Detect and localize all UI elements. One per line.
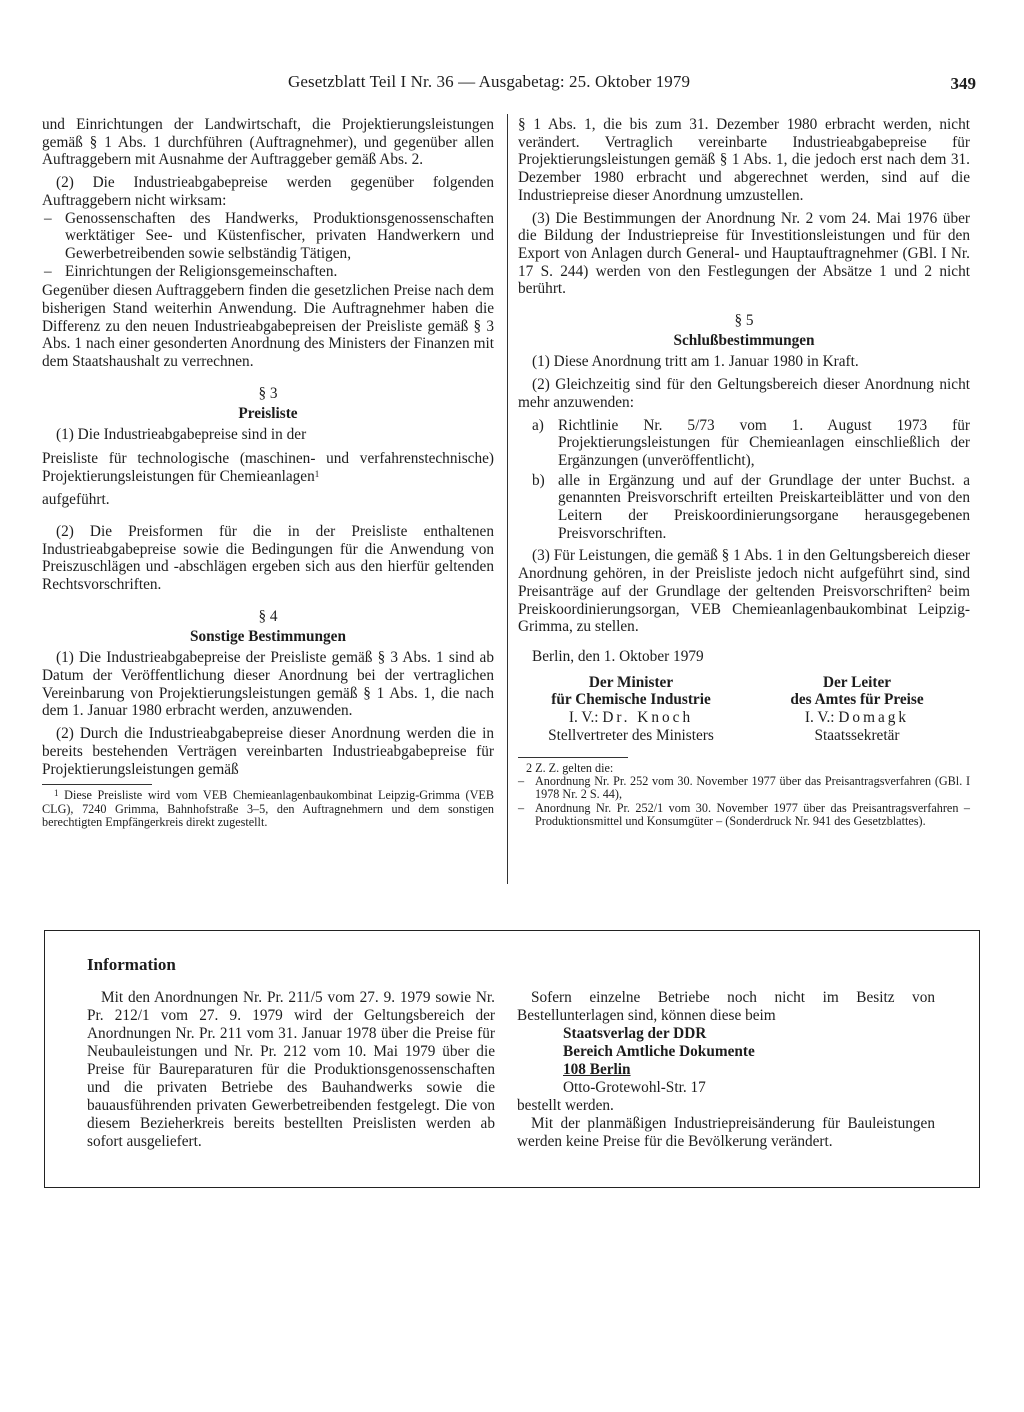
footnote-rule (42, 784, 152, 785)
paragraph: Sofern einzelne Betriebe noch nicht im Besitz von Bestellunterlagen sind, können diese beim (517, 989, 935, 1024)
column-divider (507, 114, 508, 884)
footnote-head: 2 Z. Z. gelten die: (526, 760, 614, 775)
page-header (288, 72, 976, 96)
section-title: Preisliste (238, 404, 298, 422)
paragraph: (1) Diese Anordnung tritt am 1. Januar 1980 in Kraft. (532, 353, 859, 371)
information-left-text (87, 989, 495, 1156)
signature-name-line (744, 709, 970, 727)
publisher-address (517, 1025, 935, 1097)
information-title: Information (87, 955, 176, 974)
signature-name-line (518, 709, 744, 727)
list-marker: b) (532, 471, 545, 489)
signature-block (518, 674, 970, 745)
paragraph: bestellt werden. (517, 1097, 614, 1114)
information-box (44, 930, 980, 1188)
address-line: 108 Berlin (563, 1061, 631, 1078)
section-number: § 4 (258, 607, 278, 625)
paragraph-text: (3) Für Leistungen, die gemäß § 1 Abs. 1 in den Geltungsbereich dieser Anordnung gehören, in der Preisliste jedoch nicht aufgeführt sind, sind Preisanträge auf der Grundlage der geltenden Preisvorschriften (518, 547, 970, 600)
address-line: Staatsverlag der DDR (563, 1025, 707, 1042)
paragraph: (2) Durch die Industrieabgabepreise dieser Anordnung werden die in bereits bestehenden Verträgen vereinbarten Industrieabgabepreise für Projektierungsleistungen gemäß (42, 725, 494, 778)
address-line: Otto-Grotewohl-Str. 17 (563, 1079, 706, 1096)
paragraph: und Einrichtungen der Landwirtschaft, die Projektierungsleistungen gemäß § 1 Abs. 1 durchführen (Auftragnehmer), und gegenüber allen Auftraggebern mit Ausnahme der Auftraggeber gemäß Abs. 2. (42, 116, 494, 169)
left-column (42, 116, 494, 829)
footnote-1 (42, 789, 494, 829)
signature-title: Der Minister (588, 673, 674, 691)
price-list-title: Preisliste für technologische (maschinen- und verfahrenstechnische) Projektierungsleistungen für Chemieanlagen (42, 449, 494, 485)
list-marker: a) (532, 416, 544, 434)
running-title: Gesetzblatt Teil I Nr. 36 — Ausgabetag: 25. Oktober 1979 (288, 72, 691, 91)
right-column (518, 116, 970, 829)
paragraph: (1) Die Industrieabgabepreise der Preisliste gemäß § 3 Abs. 1 sind ab Datum der Veröffentlichung dieser Anordnung bei der vertraglichen Vereinbarung von Projektierungsleistungen gemäß § 1 Abs. 1, die nach dem 1. Januar 1980 erbracht werden, anzuwenden. (42, 649, 494, 720)
paragraph: (3) Die Bestimmungen der Anordnung Nr. 2 vom 24. Mai 1976 über die Bildung der Industriepreise für Investitionsleistungen und für den Export von Anlagen durch General- und Hauptauftragnehmer (GBl. I Nr. 17 S. 244) werden von den Festlegungen der Absätze 1 und 2 nicht berührt. (518, 209, 970, 298)
list-item (518, 472, 970, 543)
footnote-text: Diese Preisliste wird vom VEB Chemieanlagenbaukombinat Leipzig-Grimma (VEB CLG), 7240 Grimma, Bahnhofstraße 3–5, den Auftragnehmern und dem sonstigen berechtigten Empfängerkreis direkt zugestellt. (42, 788, 494, 830)
footnote-ref: 2 (927, 583, 932, 594)
section-number: § 3 (258, 384, 278, 402)
footnote-item: – Anordnung Nr. Pr. 252/1 vom 30. November 1977 über das Preisantragsverfahren – Produktionsmittel und Konsumgüter – (Sonderdruck Nr. 941 des Gesetzblattes). (518, 802, 970, 829)
place-date: Berlin, den 1. Oktober 1979 (532, 647, 704, 665)
signature-iv: I. V.: (568, 709, 599, 727)
list-text: alle in Ergänzung und auf der Grundlage der unter Buchst. a genannten Preisvorschrift erteilten Preiskarteiblätter und von den Leitern der Preiskoordinierungsorgane herausgegebenen Preisvorschriften. (558, 471, 970, 542)
footnote-item: – Anordnung Nr. Pr. 252 vom 30. November 1977 über das Preisantragsverfahren (GBl. I 1978 Nr. 2 S. 44), (518, 775, 970, 802)
dash-list (42, 210, 494, 281)
signatory-name: Dr. Knoch (602, 709, 694, 727)
section-title: Schlußbestimmungen (673, 331, 815, 349)
signature-title: des Amtes für Preise (790, 691, 924, 709)
address-line: Bereich Amtliche Dokumente (563, 1043, 755, 1060)
paragraph: Mit der planmäßigen Industriepreisänderung für Bauleistungen werden keine Preise für die Bevölkerung verändert. (517, 1115, 935, 1150)
list-item: – Genossenschaften des Handwerks, Produktionsgenossenschaften werktätiger See- und Küstenfischer, privaten Handwerkern und Gewerbetreibenden sowie selbständig Tätigen, (42, 210, 494, 263)
paragraph-text: beim Preiskoordinierungsorgan, VEB Chemieanlagenbaukombinat Leipzig-Grimma, zu stellen. (518, 582, 970, 636)
paragraph: Gegenüber diesen Auftraggebern finden die gesetzlichen Preise nach dem bisherigen Stand weiterhin Anwendung. Die Auftragnehmer haben die Differenz zu den neuen Industrieabgabepreisen der Preisliste gemäß § 3 Abs. 1 nach einer gesonderten Anordnung des Ministers der Finanzen mit dem Staatshaushalt zu verrechnen. (42, 282, 494, 371)
page-number: 349 (950, 74, 976, 93)
information-right-text (517, 989, 935, 1151)
list-item (518, 417, 970, 470)
list-item: – Einrichtungen der Religionsgemeinschaften. (42, 263, 494, 281)
signatory-name: Domagk (838, 709, 910, 727)
paragraph: (1) Die Industrieabgabepreise sind in der (56, 426, 307, 444)
signature-title: für Chemische Industrie (551, 691, 711, 709)
paragraph: (2) Die Industrieabgabepreise werden gegenüber folgenden Auftraggebern nicht wirksam: (42, 174, 494, 209)
signature-iv: I. V.: (804, 709, 835, 727)
paragraph: aufgeführt. (42, 491, 110, 509)
signature-price-office (744, 674, 970, 745)
signature-minister (518, 674, 744, 745)
signature-role: Stellvertreter des Ministers (548, 726, 714, 744)
footnote-rule (518, 757, 628, 758)
signature-role: Staatssekretär (814, 726, 900, 744)
list-text: Richtlinie Nr. 5/73 vom 1. August 1973 für Projektierungsleistungen für Chemieanlagen einschließlich der Ergänzungen (unveröffentlicht), (558, 416, 970, 469)
footnote-2 (518, 762, 970, 829)
paragraph (518, 547, 970, 636)
section-title: Sonstige Bestimmungen (190, 627, 346, 645)
paragraph: Mit den Anordnungen Nr. Pr. 211/5 vom 27. 9. 1979 sowie Nr. Pr. 212/1 vom 27. 9. 1979 wird der Geltungsbereich der Anordnungen Nr. Pr. 211 vom 31. Januar 1978 über die Preise für Neubauleistungen und Nr. Pr. 212 vom 10. Mai 1979 über die Preise für Baureparaturen für die Produktionsgenossenschaften und die privaten Betriebe des Bauhandwerks sowie die bauausführenden privaten Gewerbetreibenden festgelegt. Die von diesem Bezieherkreis bereits bestellten Preislisten werden ab sofort ausgeliefert. (87, 989, 495, 1150)
footnote-ref: 1 (314, 468, 320, 479)
paragraph: § 1 Abs. 1, die bis zum 31. Dezember 1980 erbracht werden, nicht verändert. Vertraglich vereinbarte Industrieabgabepreise für Projektierungsleistungen gemäß § 1 Abs. 1, die jedoch erst nach dem 31. Dezember 1980 erbracht und abgerechnet werden, sind auf die Industriepreise dieser Anordnung umzustellen. (518, 116, 970, 204)
paragraph: (2) Gleichzeitig sind für den Geltungsbereich dieser Anordnung nicht mehr anzuwenden: (518, 376, 970, 411)
footnote-marker: 1 (54, 788, 59, 799)
signature-title: Der Leiter (822, 673, 892, 691)
paragraph: (2) Die Preisformen für die in der Preisliste enthaltenen Industrieabgabepreise sowie die Bedingungen für die Anwendung von Preiszuschlägen und -abschlägen ergeben sich aus den hierfür geltenden Rechtsvorschriften. (42, 523, 494, 594)
repeal-list (518, 417, 970, 543)
paragraph (42, 450, 494, 485)
section-number: § 5 (734, 312, 754, 330)
